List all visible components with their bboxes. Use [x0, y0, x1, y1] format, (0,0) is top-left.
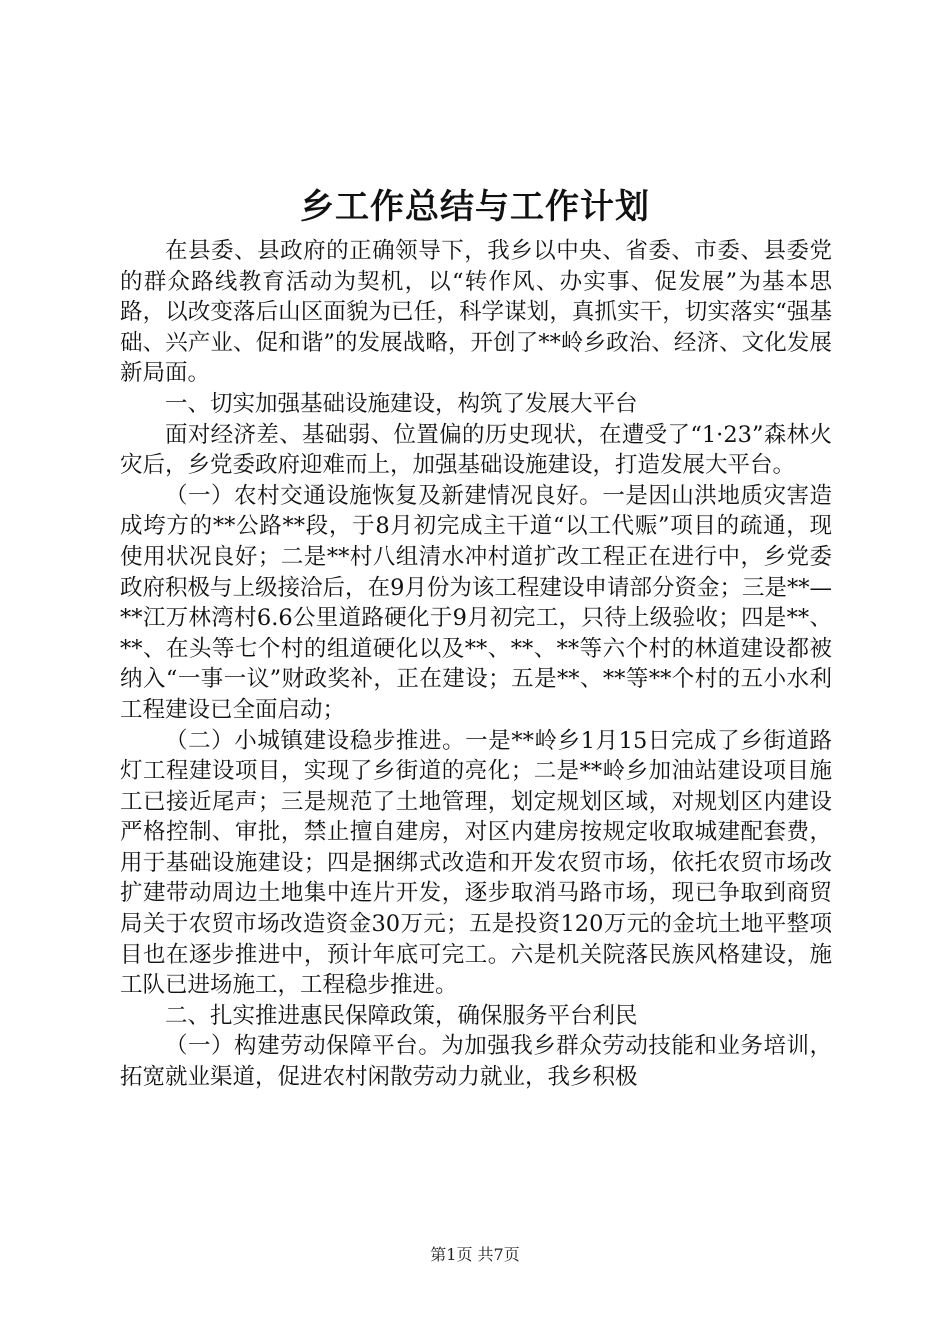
section-heading-2: 二、扎实推进惠民保障政策，确保服务平台利民: [165, 1002, 638, 1029]
page-footer: 第1页 共7页: [430, 1245, 520, 1264]
document-title: 乡工作总结与工作计划: [300, 187, 650, 227]
section-heading-1: 一、切实加强基础设施建设，构筑了发展大平台: [165, 390, 638, 417]
document-body: [120, 236, 832, 1093]
paragraph-transport: （一）农村交通设施恢复及新建情况良好。一是因山洪地质灾害造成垮方的**公路**段，于8月初完成主干道“以工代赈”项目的疏通，现使用状况良好；二是**村八组清水冲村道扩改工程正在进行中，乡党委政府积极与上级接洽后，在9月份为该工程建设申请部分资金；三是**—**江万林湾村6.6公里道路硬化于9月初完工，只待上级验收；四是**、**、在头等七个村的组道硬化以及**、**、**等六个村的林道建设都被纳入“一事一议”财政奖补，正在建设；五是**、**等**个村的五小水利工程建设已全面启动；: [120, 482, 832, 723]
paragraph-labor-platform: （一）构建劳动保障平台。为加强我乡群众劳动技能和业务培训，拓宽就业渠道，促进农村闲散劳动力就业，我乡积极: [120, 1033, 832, 1091]
paragraph-section-1-intro: 面对经济差、基础弱、位置偏的历史现状，在遭受了“1·23”森林火灾后，乡党委政府迎难而上，加强基础设施建设，打造发展大平台。: [120, 421, 832, 479]
paragraph-town-construction: （二）小城镇建设稳步推进。一是**岭乡1月15日完成了乡街道路灯工程建设项目，实现了乡街道的亮化；二是**岭乡加油站建设项目施工已接近尾声；三是规范了土地管理，划定规划区域，对规划区内建设严格控制、审批，禁止擅自建房，对区内建房按规定收取城建配套费，用于基础设施建设；四是捆绑式改造和开发农贸市场，依托农贸市场改扩建带动周边土地集中连片开发，逐步取消马路市场，现已争取到商贸局关于农贸市场改造资金30万元；五是投资120万元的金坑土地平整项目也在逐步推进中，预计年底可完工。六是机关院落民族风格建设，施工队已进场施工，工程稳步推进。: [120, 727, 832, 999]
paragraph-intro: 在县委、县政府的正确领导下，我乡以中央、省委、市委、县委党的群众路线教育活动为契机，以“转作风、办实事、促发展”为基本思路，以改变落后山区面貌为已任，科学谋划，真抓实干，切实落实“强基础、兴产业、促和谐”的发展战略，开创了**岭乡政治、经济、文化发展新局面。: [120, 238, 832, 387]
